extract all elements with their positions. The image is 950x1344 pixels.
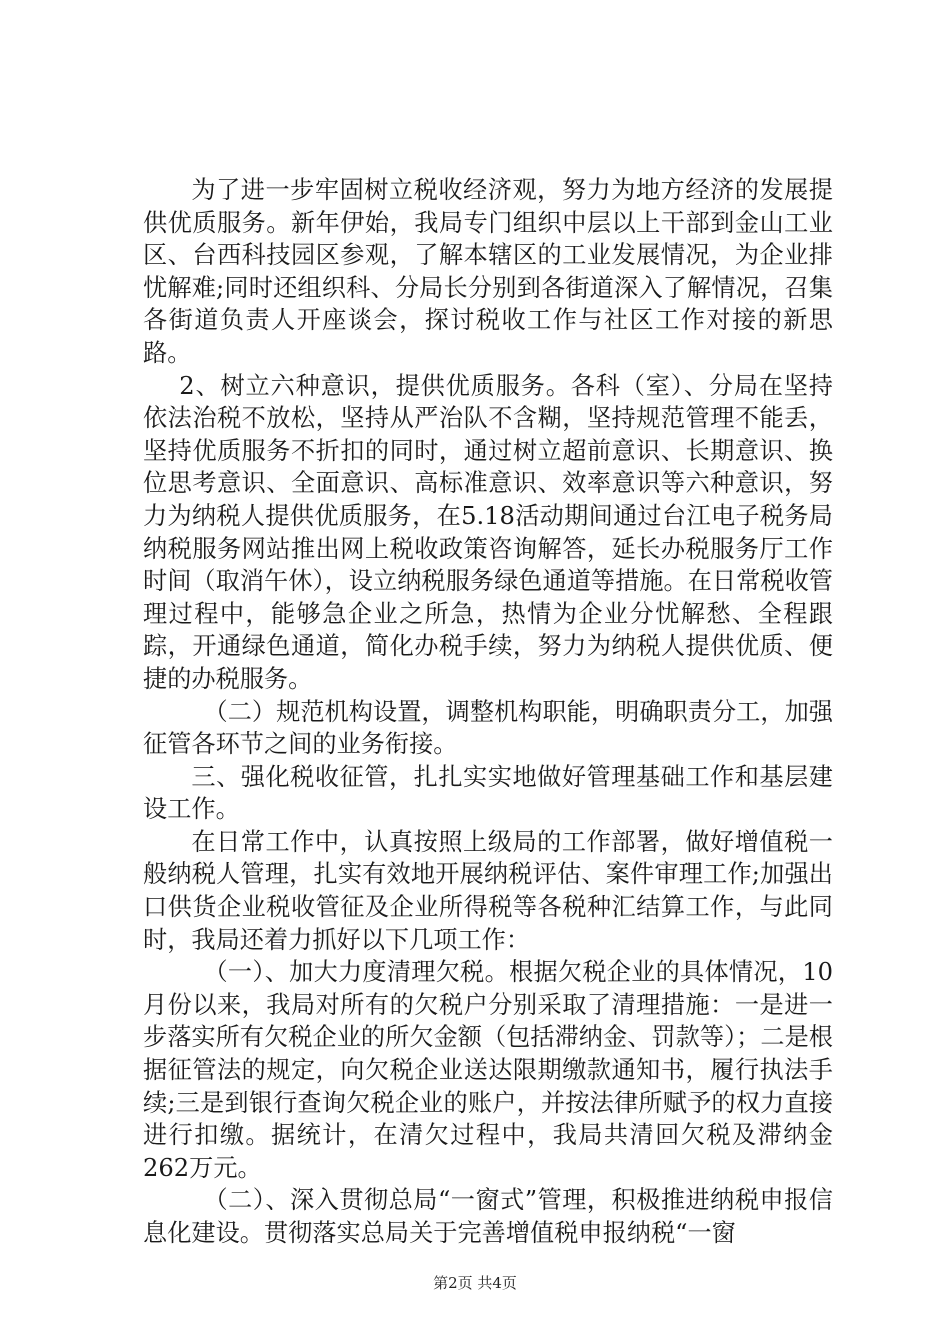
paragraph: 在日常工作中，认真按照上级局的工作部署，做好增值税一般纳税人管理，扎实有效地开展纳税评估、案件审理工作;加强出口供货企业税收管征及企业所得税等各税种汇结算工作，与此同时，我局还着力抓好以下几项工作： [143, 827, 833, 954]
paragraph: 三、强化税收征管，扎扎实实地做好管理基础工作和基层建设工作。 [143, 762, 833, 824]
paragraph: （二）规范机构设置，调整机构职能，明确职责分工，加强征管各环节之间的业务衔接。 [143, 697, 833, 759]
paragraph: 为了进一步牢固树立税收经济观，努力为地方经济的发展提供优质服务。新年伊始，我局专门组织中层以上干部到金山工业区、台西科技园区参观，了解本辖区的工业发展情况，为企业排忧解难;同时还组织科、分局长分别到各街道深入了解情况，召集各街道负责人开座谈会，探讨税收工作与社区工作对接的新思路。 [143, 176, 833, 367]
page-number-footer: 第2页 共4页 [433, 1274, 517, 1292]
paragraph: （一）、加大力度清理欠税。根据欠税企业的具体情况，10月份以来，我局对所有的欠税户分别采取了清理措施：一是进一步落实所有欠税企业的所欠金额（包括滞纳金、罚款等）；二是根据征管法的规定，向欠税企业送达限期缴款通知书，履行执法手续;三是到银行查询欠税企业的账户，并按法律所赋予的权力直接进行扣缴。据统计，在清欠过程中，我局共清回欠税及滞纳金262万元。 [143, 958, 833, 1182]
paragraph: （二）、深入贯彻总局“一窗式”管理，积极推进纳税申报信息化建设。贯彻落实总局关于完善增值税申报纳税“一窗 [143, 1186, 833, 1247]
paragraph: 2、树立六种意识，提供优质服务。各科（室）、分局在坚持依法治税不放松，坚持从严治队不含糊，坚持规范管理不能丢，坚持优质服务不折扣的同时，通过树立超前意识、长期意识、换位思考意识、全面意识、高标准意识、效率意识等六种意识，努力为纳税人提供优质服务，在5.18活动期间通过台江电子税务局纳税服务网站推出网上税收政策咨询解答，延长办税服务厅工作时间（取消午休），设立纳税服务绿色通道等措施。在日常税收管理过程中，能够急企业之所急，热情为企业分忧解愁、全程跟踪，开通绿色通道，简化办税手续，努力为纳税人提供优质、便捷的办税服务。 [143, 371, 833, 693]
document-body [143, 174, 833, 1250]
